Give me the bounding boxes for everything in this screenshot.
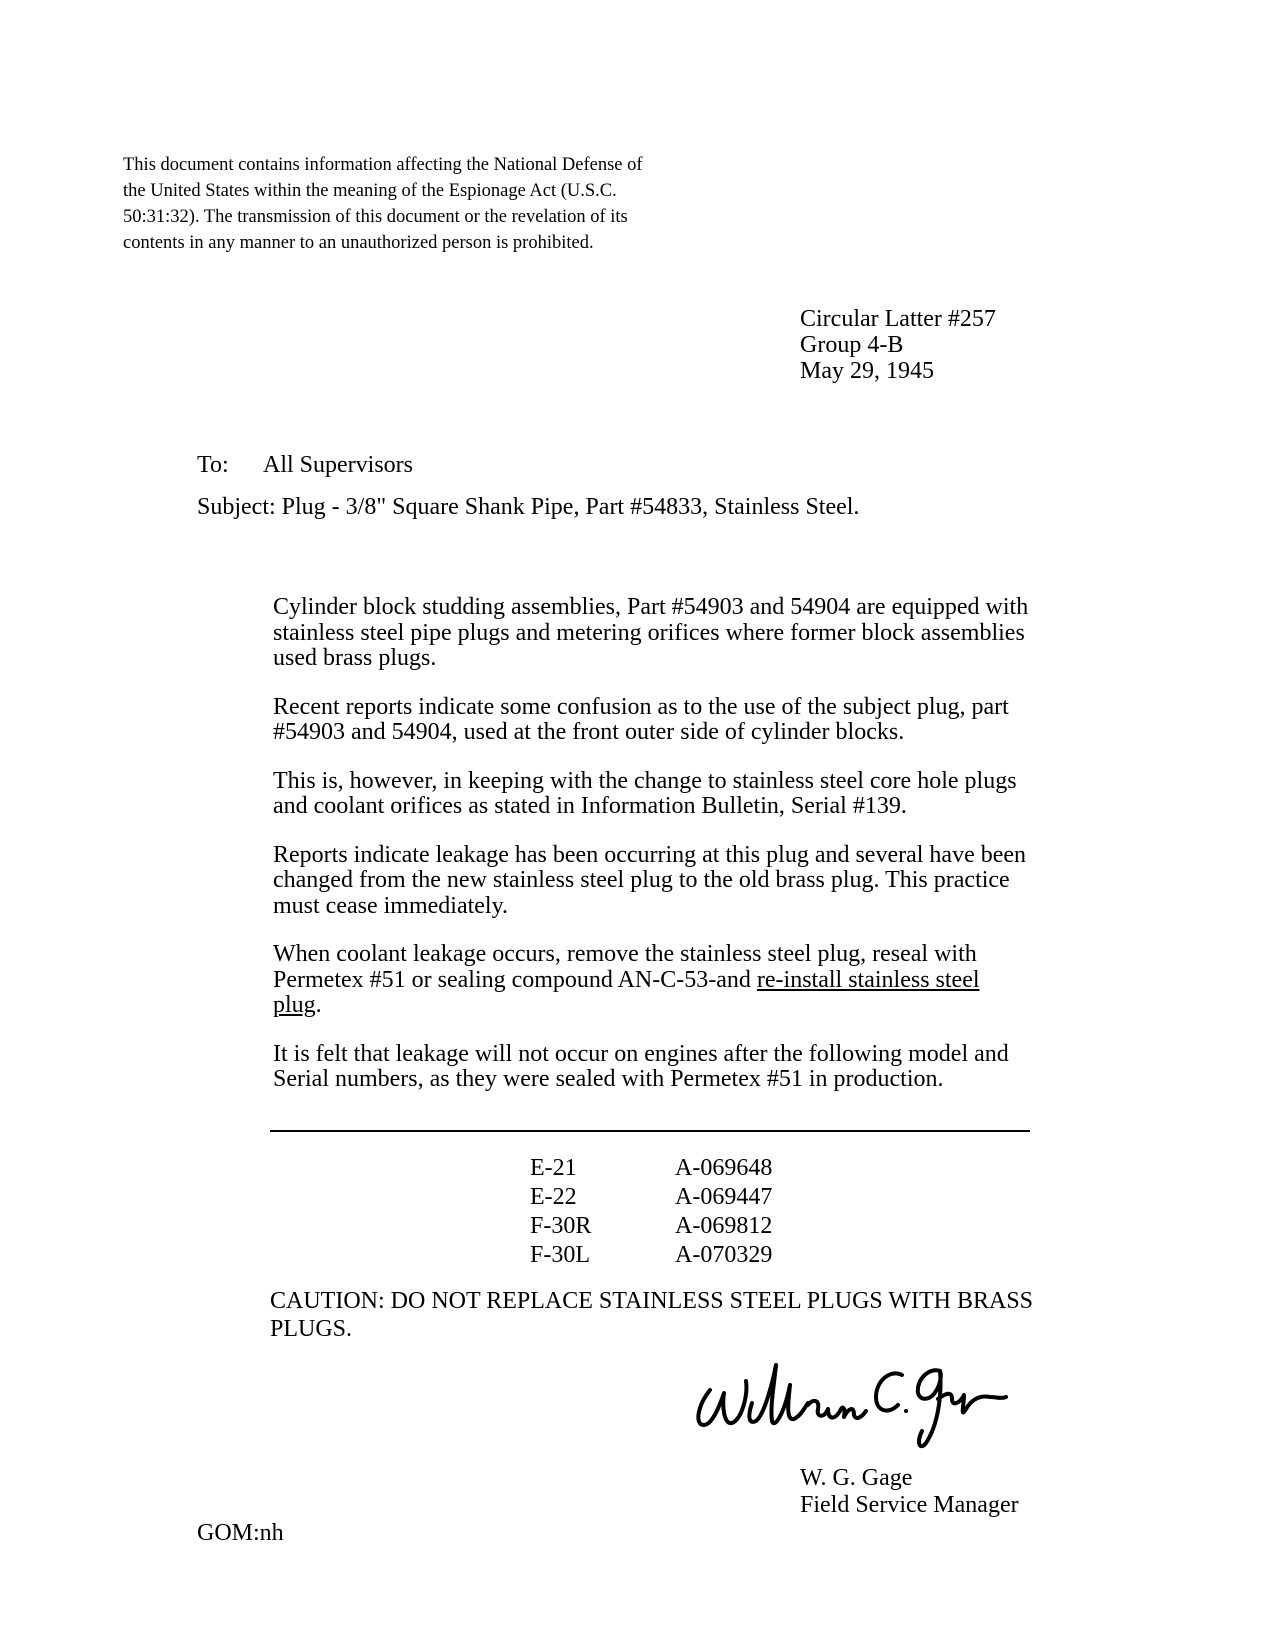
to-line	[197, 452, 413, 479]
paragraph-4: Reports indicate leakage has been occurring at this plug and several have been changed from the new stainless steel plug to the old brass plug. This practice must cease immediately.	[273, 841, 1027, 919]
serial-row	[530, 1241, 772, 1270]
serial-cell: A-069447	[675, 1184, 773, 1210]
to-label: To:	[197, 452, 229, 478]
serial-cell: A-070329	[675, 1242, 773, 1268]
model-cell: E-21	[530, 1155, 577, 1181]
security-notice: This document contains information affecting the National Defense of the United States within the meaning of the Espionage Act (U.S.C. 50:31:32). The transmission of this document or the revelation of its contents in any manner to an unauthorized person is prohibited.	[123, 155, 643, 253]
paragraph-5-underlined: re-install stainless steel plug	[273, 966, 980, 1018]
serial-row	[530, 1154, 772, 1183]
paragraph-6: It is felt that leakage will not occur on engines after the following model and Serial numbers, as they were sealed with Permetex #51 in production.	[273, 1040, 1009, 1092]
paragraph-1: Cylinder block studding assemblies, Part #54903 and 54904 are equipped with stainless steel pipe plugs and metering orifices where former block assemblies used brass plugs.	[273, 594, 1029, 671]
serial-row	[530, 1212, 772, 1241]
signature-text: William C. Gage	[690, 1345, 697, 1346]
caution-notice: CAUTION: DO NOT REPLACE STAINLESS STEEL PLUGS WITH BRASS PLUGS.	[270, 1288, 1034, 1342]
subject-line: Subject: Plug - 3/8" Square Shank Pipe, Part #54833, Stainless Steel.	[197, 494, 860, 520]
serial-cell: A-069812	[675, 1213, 773, 1239]
signer-block	[800, 1465, 1019, 1519]
model-cell: F-30R	[530, 1213, 592, 1239]
paragraph-2: Recent reports indicate some confusion as to the use of the subject plug, part #54903 and 54904, used at the front outer side of cylinder blocks.	[273, 693, 1009, 745]
letter-date: May 29, 1945	[800, 358, 934, 384]
signature-image	[690, 1345, 1010, 1460]
horizontal-rule	[270, 1130, 1030, 1132]
serial-cell: A-069648	[675, 1155, 773, 1181]
model-cell: E-22	[530, 1184, 577, 1210]
paragraph-5-end: .	[315, 992, 322, 1018]
model-cell: F-30L	[530, 1242, 590, 1268]
paragraph-3: This is, however, in keeping with the change to stainless steel core hole plugs and coolant orifices as stated in Information Bulletin, Serial #139.	[273, 767, 1017, 819]
to-recipient: All Supervisors	[263, 452, 413, 478]
signer-title: Field Service Manager	[800, 1492, 1019, 1518]
group-label: Group 4-B	[800, 332, 904, 358]
serial-row	[530, 1183, 772, 1212]
letter-body	[273, 595, 1033, 1116]
paragraph-5-text: When coolant leakage occurs, remove the stainless steel plug, reseal with Permetex #51 or sealing compound AN-C-53-and	[273, 941, 977, 993]
letter-header	[800, 306, 996, 384]
paragraph-5	[273, 942, 1033, 1019]
circular-number: Circular Latter #257	[800, 306, 996, 332]
serial-table	[530, 1154, 772, 1270]
reference-initials: GOM:nh	[197, 1520, 284, 1546]
signer-name: W. G. Gage	[800, 1465, 913, 1491]
